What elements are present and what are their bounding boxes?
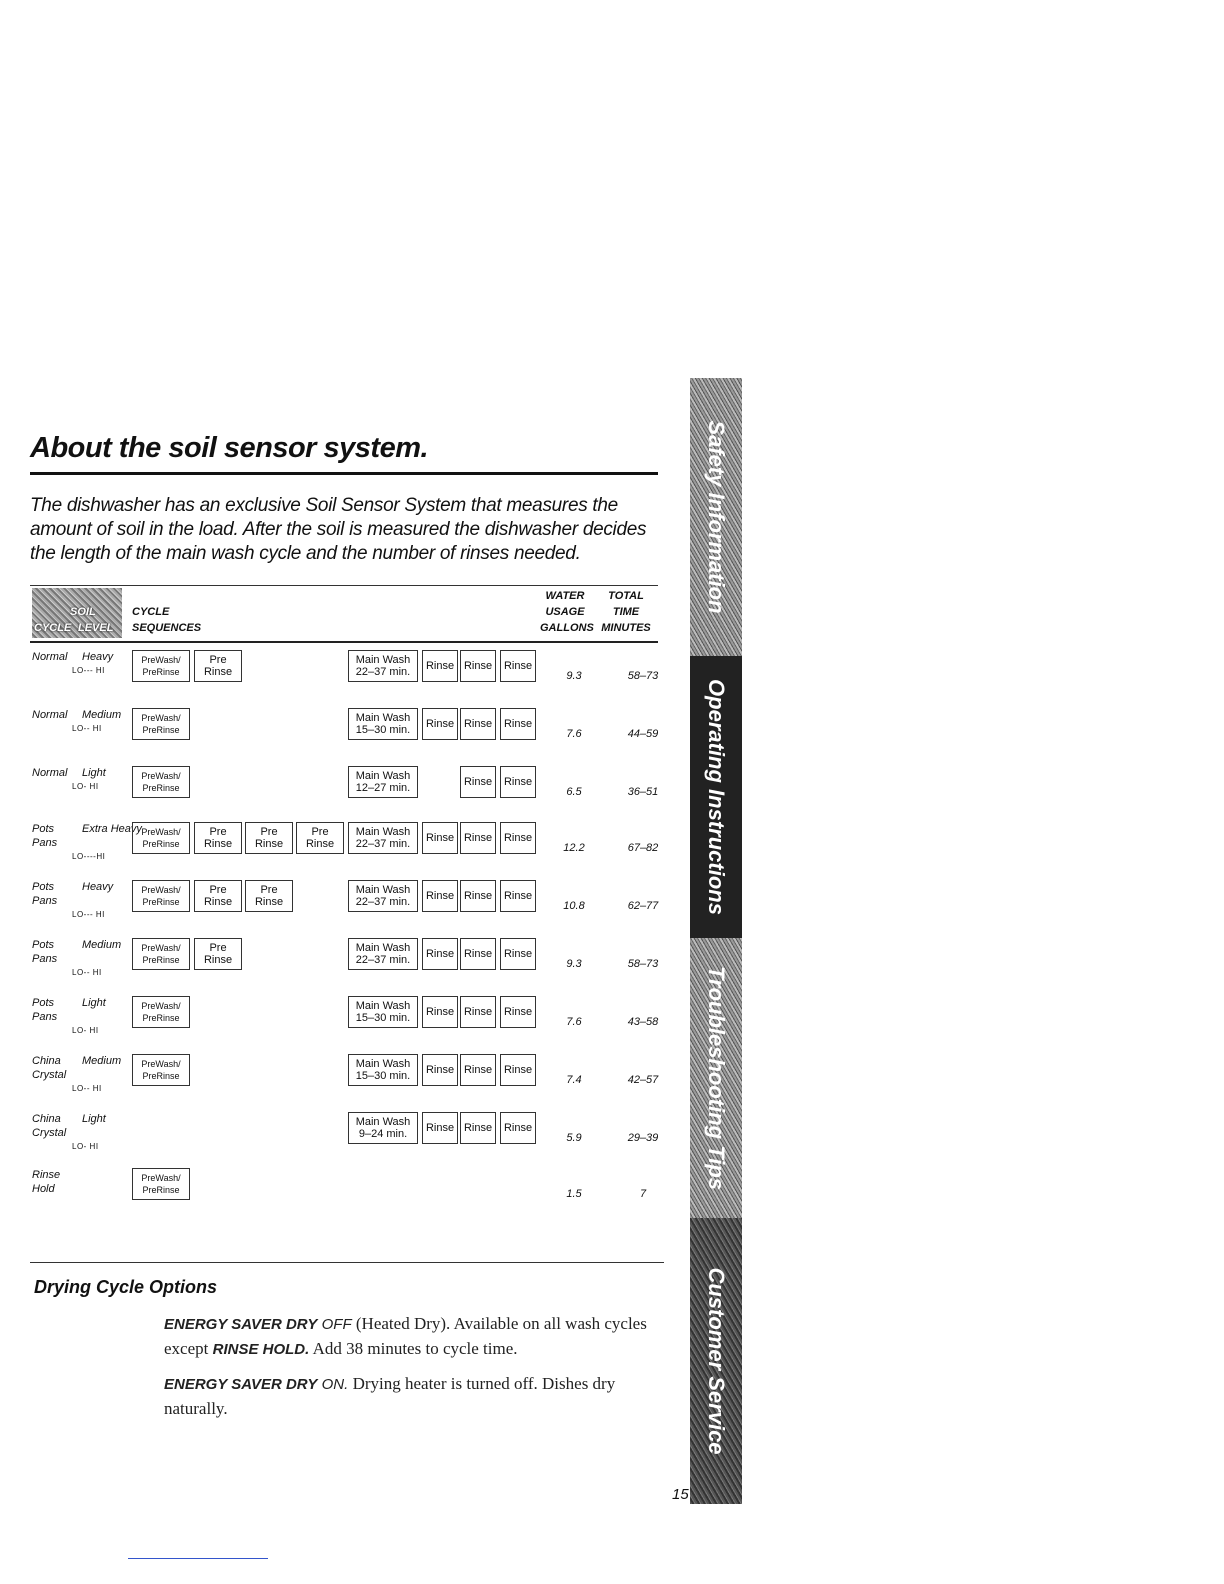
tab-safety-information[interactable]: Safety Information (690, 378, 742, 656)
prerinse-box: Pre Rinse (194, 822, 242, 854)
rinse-box: Rinse (500, 996, 536, 1028)
drying-option-on: ENERGY SAVER DRY ON. Drying heater is turned off. Dishes dry naturally. (164, 1374, 616, 1418)
table-bottom-rule (30, 1262, 664, 1263)
rinse-box: Rinse (422, 996, 458, 1028)
table-row (30, 938, 660, 988)
prerinse-box: Pre Rinse (194, 880, 242, 912)
table-row (30, 650, 660, 700)
cycle-label: Pots Pans Light LO- HI (32, 996, 57, 1024)
water-usage-value: 12.2 (563, 842, 585, 854)
soil-scale: LO-- HI (72, 724, 102, 733)
rinse-box: Rinse (422, 650, 458, 682)
cycle-label: China Crystal Medium LO-- HI (32, 1054, 66, 1082)
rinse-box: Rinse (500, 822, 536, 854)
rinse-box: Rinse (422, 708, 458, 740)
table-row (30, 822, 660, 872)
rinse-box: Rinse (422, 1112, 458, 1144)
rinse-box: Rinse (500, 1054, 536, 1086)
table-header-rule (30, 641, 658, 643)
main-wash-box: Main Wash 12–27 min. (348, 766, 418, 798)
tab-operating-instructions[interactable]: Operating Instructions (690, 656, 742, 938)
prewash-box: PreWash/ PreRinse (132, 938, 190, 970)
cycle-label: Pots Pans Extra Heavy LO----HI (32, 822, 57, 850)
water-usage-value: 1.5 (566, 1188, 582, 1200)
tab-customer-service[interactable]: Customer Service (690, 1218, 742, 1504)
rinse-box: Rinse (500, 650, 536, 682)
cycle-label: Normal Medium LO-- HI (32, 708, 67, 722)
main-wash-box: Main Wash 22–37 min. (348, 822, 418, 854)
page-title: About the soil sensor system. (30, 432, 429, 464)
prerinse-box: Pre Rinse (194, 650, 242, 682)
table-row (30, 766, 660, 816)
prewash-box: PreWash/ PreRinse (132, 822, 190, 854)
table-row (30, 880, 660, 930)
water-usage-value: 7.6 (566, 728, 582, 740)
soil-scale: LO- HI (72, 1142, 99, 1151)
section-sidebar (690, 378, 742, 1504)
header-cycle-sequences: CYCLE SEQUENCES (132, 606, 202, 634)
total-time-value: 29–39 (627, 1132, 659, 1144)
total-time-value: 44–59 (627, 728, 659, 740)
water-usage-value: 5.9 (566, 1132, 582, 1144)
total-time-value: 43–58 (627, 1016, 659, 1028)
soil-scale: LO--- HI (72, 666, 105, 675)
rinse-box: Rinse (460, 1112, 496, 1144)
drying-option-off: ENERGY SAVER DRY OFF (Heated Dry). Available on all wash cycles except RINSE HOLD. Add 38 minutes to cycle time. (164, 1314, 647, 1358)
water-usage-value: 10.8 (563, 900, 585, 912)
soil-level: Extra Heavy (82, 823, 142, 835)
total-time-value: 67–82 (627, 842, 659, 854)
main-wash-box: Main Wash 15–30 min. (348, 1054, 418, 1086)
main-wash-box: Main Wash 15–30 min. (348, 996, 418, 1028)
soil-level: Heavy (82, 881, 114, 893)
rinse-box: Rinse (460, 708, 496, 740)
main-wash-box: Main Wash 15–30 min. (348, 708, 418, 740)
intro-paragraph: The dishwasher has an exclusive Soil Sensor System that measures the amount of soil in the load. After the soil is measured the dishwasher decides the length of the main wash cycle and the number of rinses needed. (30, 495, 647, 564)
total-time-value: 58–73 (627, 670, 659, 682)
rinse-box: Rinse (460, 938, 496, 970)
footer-line (128, 1558, 268, 1559)
rinse-box: Rinse (500, 938, 536, 970)
rinse-box: Rinse (460, 880, 496, 912)
total-time-value: 36–51 (627, 786, 659, 798)
soil-scale: LO-- HI (72, 1084, 102, 1093)
header-total-time: TOTAL TIME MINUTES (601, 590, 651, 634)
rinse-box: Rinse (500, 708, 536, 740)
cycle-label: China Crystal Light LO- HI (32, 1112, 66, 1140)
table-top-rule (30, 585, 658, 586)
tab-troubleshooting-tips[interactable]: Troubleshooting Tips (690, 938, 742, 1218)
total-time-value: 62–77 (627, 900, 659, 912)
prewash-box: PreWash/ PreRinse (132, 650, 190, 682)
soil-scale: LO----HI (72, 852, 106, 861)
soil-level: Heavy (82, 651, 114, 663)
water-usage-value: 9.3 (566, 670, 582, 682)
prerinse-box: Pre Rinse (194, 938, 242, 970)
header-water-usage: WATER USAGE GALLONS (540, 590, 594, 634)
cycle-label: Pots Pans Heavy LO--- HI (32, 880, 57, 908)
prewash-box: PreWash/ PreRinse (132, 766, 190, 798)
prewash-box: PreWash/ PreRinse (132, 880, 190, 912)
soil-level: Medium (82, 939, 122, 951)
table-row (30, 1054, 660, 1104)
rinse-box: Rinse (460, 1054, 496, 1086)
table-row (30, 708, 660, 758)
prerinse-box: Pre Rinse (296, 822, 344, 854)
prewash-box: PreWash/ PreRinse (132, 1054, 190, 1086)
soil-scale: LO- HI (72, 782, 99, 791)
soil-scale: LO--- HI (72, 910, 105, 919)
soil-scale: LO- HI (72, 1026, 99, 1035)
page-number: 15 (672, 1486, 689, 1503)
water-usage-value: 7.4 (566, 1074, 582, 1086)
main-wash-box: Main Wash 9–24 min. (348, 1112, 418, 1144)
prewash-box: PreWash/ PreRinse (132, 708, 190, 740)
drying-options-title: Drying Cycle Options (34, 1277, 218, 1297)
main-wash-box: Main Wash 22–37 min. (348, 650, 418, 682)
total-time-value: 58–73 (627, 958, 659, 970)
title-rule (30, 472, 658, 475)
prewash-box: PreWash/ PreRinse (132, 996, 190, 1028)
soil-level: Light (82, 997, 106, 1009)
cycle-label: Rinse Hold (32, 1169, 61, 1195)
rinse-box: Rinse (460, 650, 496, 682)
table-row (30, 1112, 660, 1162)
badge-soil: SOIL (70, 606, 96, 618)
prerinse-box: Pre Rinse (245, 822, 293, 854)
soil-level: Light (82, 767, 106, 779)
prerinse-box: Pre Rinse (245, 880, 293, 912)
rinse-box: Rinse (500, 1112, 536, 1144)
badge-level: LEVEL (78, 622, 114, 634)
rinse-box: Rinse (460, 766, 496, 798)
rinse-box: Rinse (422, 822, 458, 854)
cycle-label: Normal Light LO- HI (32, 766, 67, 780)
water-usage-value: 9.3 (566, 958, 582, 970)
total-time-value: 42–57 (627, 1074, 659, 1086)
rinse-box: Rinse (500, 880, 536, 912)
cycle-label: Normal Heavy LO--- HI (32, 650, 67, 664)
water-usage-value: 7.6 (566, 1016, 582, 1028)
rinse-box: Rinse (460, 996, 496, 1028)
soil-level: Light (82, 1113, 106, 1125)
rinse-box: Rinse (422, 880, 458, 912)
rinse-box: Rinse (500, 766, 536, 798)
main-wash-box: Main Wash 22–37 min. (348, 880, 418, 912)
total-time-value: 7 (639, 1188, 647, 1200)
water-usage-value: 6.5 (566, 786, 582, 798)
cycle-label: Pots Pans Medium LO-- HI (32, 938, 57, 966)
badge-cycle: CYCLE (34, 622, 72, 634)
rinse-box: Rinse (460, 822, 496, 854)
soil-scale: LO-- HI (72, 968, 102, 977)
cycle-soil-level-badge (32, 588, 122, 638)
soil-level: Medium (82, 1055, 122, 1067)
rinse-box: Rinse (422, 938, 458, 970)
table-row (30, 1168, 660, 1218)
table-row (30, 996, 660, 1046)
main-wash-box: Main Wash 22–37 min. (348, 938, 418, 970)
rinse-box: Rinse (422, 1054, 458, 1086)
soil-level: Medium (82, 709, 122, 721)
prewash-box: PreWash/ PreRinse (132, 1168, 190, 1200)
